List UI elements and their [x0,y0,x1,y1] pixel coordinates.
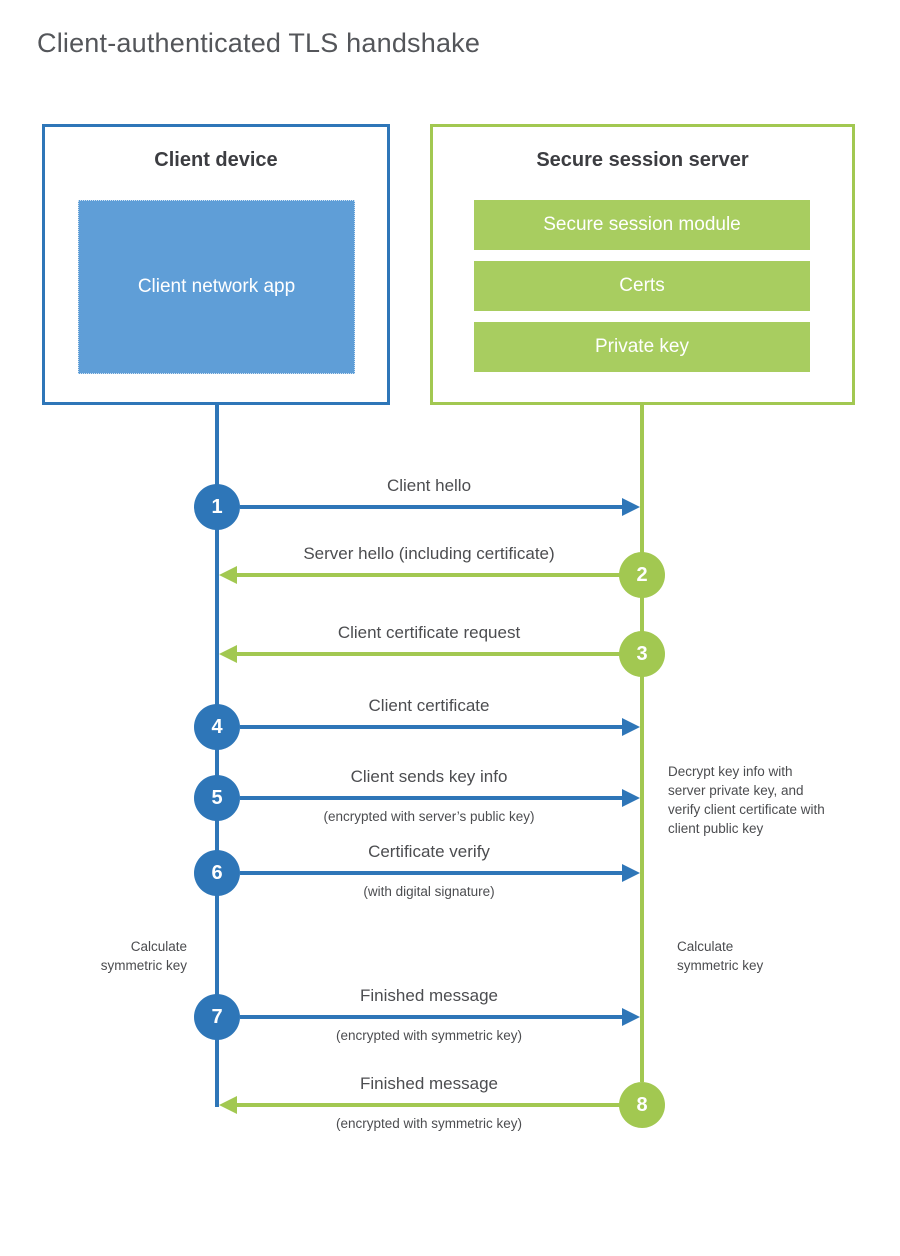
step-2-arrowhead-icon [219,566,237,584]
step-3-arrow-shaft [237,652,620,656]
step-7-label: Finished message [360,986,498,1005]
step-4-label: Client certificate [368,696,490,715]
step-5-marker: 5 [194,775,240,821]
step-6-arrow-shaft [240,871,623,875]
step-6-arrowhead-icon [622,864,640,882]
step-7-sublabel: (encrypted with symmetric key) [335,1028,523,1043]
step-3-marker: 3 [619,631,665,677]
step-7-arrowhead-icon [622,1008,640,1026]
step-4-marker: 4 [194,704,240,750]
step-8-arrowhead-icon [219,1096,237,1114]
step-6-marker: 6 [194,850,240,896]
server-module-private-key: Private key [474,322,810,372]
step-5-arrow-shaft [240,796,623,800]
client-device-title: Client device [154,149,278,171]
step-8-marker: 8 [619,1082,665,1128]
server-lifeline [640,405,644,1082]
step-6-sublabel: (with digital signature) [363,884,495,899]
step-5-arrowhead-icon [622,789,640,807]
step-2-marker: 2 [619,552,665,598]
note-calculate-symmetric-key-client: Calculate symmetric key [100,939,187,974]
client-network-app-label: Client network app [137,276,296,297]
step-3-label: Client certificate request [337,623,521,642]
step-4-arrow-shaft [240,725,623,729]
note-decrypt-key-info: Decrypt key info with server private key, and verify client certificate with client public key [668,764,825,837]
step-1-arrow-shaft [240,505,623,509]
server-module-certs: Certs [474,261,810,311]
step-5-sublabel: (encrypted with server’s public key) [323,809,535,824]
client-network-app-box [78,200,355,374]
step-2-label: Server hello (including certificate) [303,544,555,563]
step-1-label: Client hello [386,476,472,495]
step-7-marker: 7 [194,994,240,1040]
server-title: Secure session server [536,149,749,171]
step-1-arrowhead-icon [622,498,640,516]
server-module-secure-session: Secure session module [474,200,810,250]
step-7-arrow-shaft [240,1015,623,1019]
step-1-marker: 1 [194,484,240,530]
page-title: Client-authenticated TLS handshake [37,28,481,58]
step-4-arrowhead-icon [622,718,640,736]
step-5-label: Client sends key info [350,767,508,786]
step-8-arrow-shaft [237,1103,620,1107]
note-calculate-symmetric-key-server: Calculate symmetric key [677,939,764,974]
step-8-sublabel: (encrypted with symmetric key) [335,1116,523,1131]
step-8-label: Finished message [360,1074,498,1093]
step-3-arrowhead-icon [219,645,237,663]
step-2-arrow-shaft [237,573,620,577]
step-6-label: Certificate verify [368,842,490,861]
